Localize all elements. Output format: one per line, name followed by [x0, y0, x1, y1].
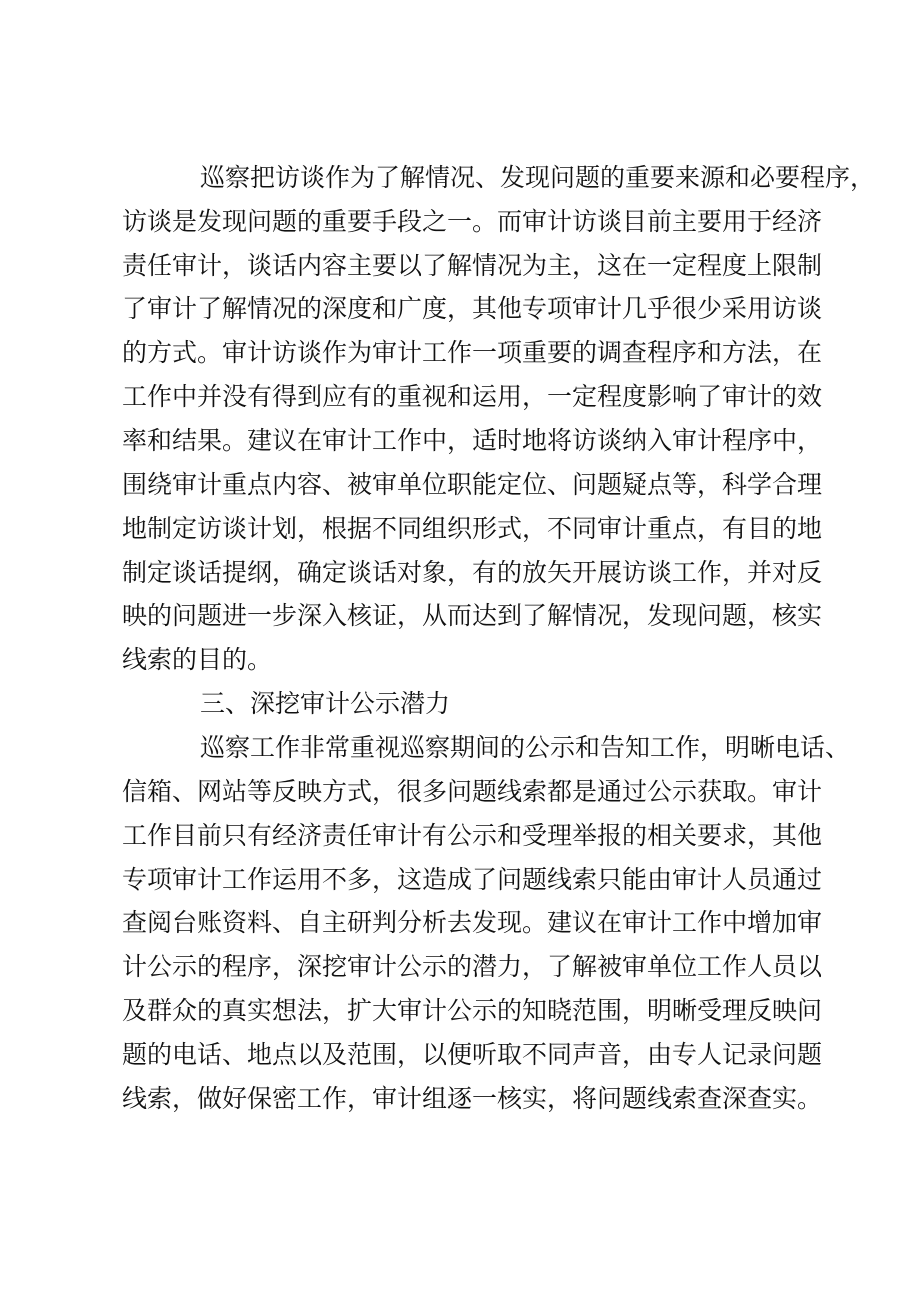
section-heading-line	[0, 684, 920, 724]
paragraph-2-line-3	[0, 816, 920, 856]
text-line: 了审计了解情况的深度和广度，其他专项审计几乎很少采用访谈	[122, 294, 823, 323]
paragraph-2-line-5	[0, 903, 920, 943]
text-line: 地制定访谈计划，根据不同组织形式，不同审计重点，有目的地	[122, 514, 823, 543]
text-line: 查阅台账资料、自主研判分析去发现。建议在审计工作中增加审	[122, 908, 823, 937]
paragraph-2-line-6	[0, 947, 920, 987]
text-line: 线索，做好保密工作，审计组逐一核实，将问题线索查深查实。	[122, 1084, 823, 1113]
text-line: 巡察把访谈作为了解情况、发现问题的重要来源和必要程序，	[200, 163, 876, 192]
text-line: 专项审计工作运用不多，这造成了问题线索只能由审计人员通过	[122, 865, 823, 894]
paragraph-2-line-1	[0, 728, 920, 768]
paragraph-1-line-7	[0, 421, 920, 461]
paragraph-1-line-4	[0, 289, 920, 329]
text-line: 及群众的真实想法，扩大审计公示的知晓范围，明晰受理反映问	[122, 996, 823, 1025]
paragraph-1-line-11	[0, 596, 920, 636]
text-line: 围绕审计重点内容、被审单位职能定位、问题疑点等，科学合理	[122, 470, 823, 499]
paragraph-1-line-10	[0, 553, 920, 593]
paragraph-2-line-4	[0, 860, 920, 900]
paragraph-2-line-9	[0, 1079, 920, 1119]
text-line: 责任审计，谈话内容主要以了解情况为主，这在一定程度上限制	[122, 251, 823, 280]
paragraph-1-line-2	[0, 202, 920, 242]
text-line: 的方式。审计访谈作为审计工作一项重要的调查程序和方法，在	[122, 338, 823, 367]
paragraph-1-line-12	[0, 640, 920, 680]
section-heading: 三、深挖审计公示潜力	[200, 689, 451, 718]
text-line: 工作目前只有经济责任审计有公示和受理举报的相关要求，其他	[122, 821, 823, 850]
paragraph-1-line-9	[0, 509, 920, 549]
paragraph-2-line-2	[0, 772, 920, 812]
paragraph-2-line-8	[0, 1035, 920, 1075]
paragraph-1-line-6	[0, 377, 920, 417]
text-line: 计公示的程序，深挖审计公示的潜力，了解被审单位工作人员以	[122, 952, 823, 981]
text-line: 访谈是发现问题的重要手段之一。而审计访谈目前主要用于经济	[122, 207, 823, 236]
text-line: 映的问题进一步深入核证，从而达到了解情况，发现问题，核实	[122, 601, 823, 630]
text-line: 制定谈话提纲，确定谈话对象，有的放矢开展访谈工作，并对反	[122, 558, 823, 587]
text-line: 率和结果。建议在审计工作中，适时地将访谈纳入审计程序中，	[122, 426, 823, 455]
paragraph-2-line-7	[0, 991, 920, 1031]
text-line: 题的电话、地点以及范围，以便听取不同声音，由专人记录问题	[122, 1040, 823, 1069]
text-line: 巡察工作非常重视巡察期间的公示和告知工作，明晰电话、	[200, 733, 851, 762]
paragraph-1-line-5	[0, 333, 920, 373]
paragraph-1-line-3	[0, 246, 920, 286]
paragraph-1-line-1	[0, 158, 920, 198]
text-line: 线索的目的。	[122, 645, 273, 674]
paragraph-1-line-8	[0, 465, 920, 505]
text-line: 信箱、网站等反映方式，很多问题线索都是通过公示获取。审计	[122, 777, 823, 806]
text-line: 工作中并没有得到应有的重视和运用，一定程度影响了审计的效	[122, 382, 823, 411]
